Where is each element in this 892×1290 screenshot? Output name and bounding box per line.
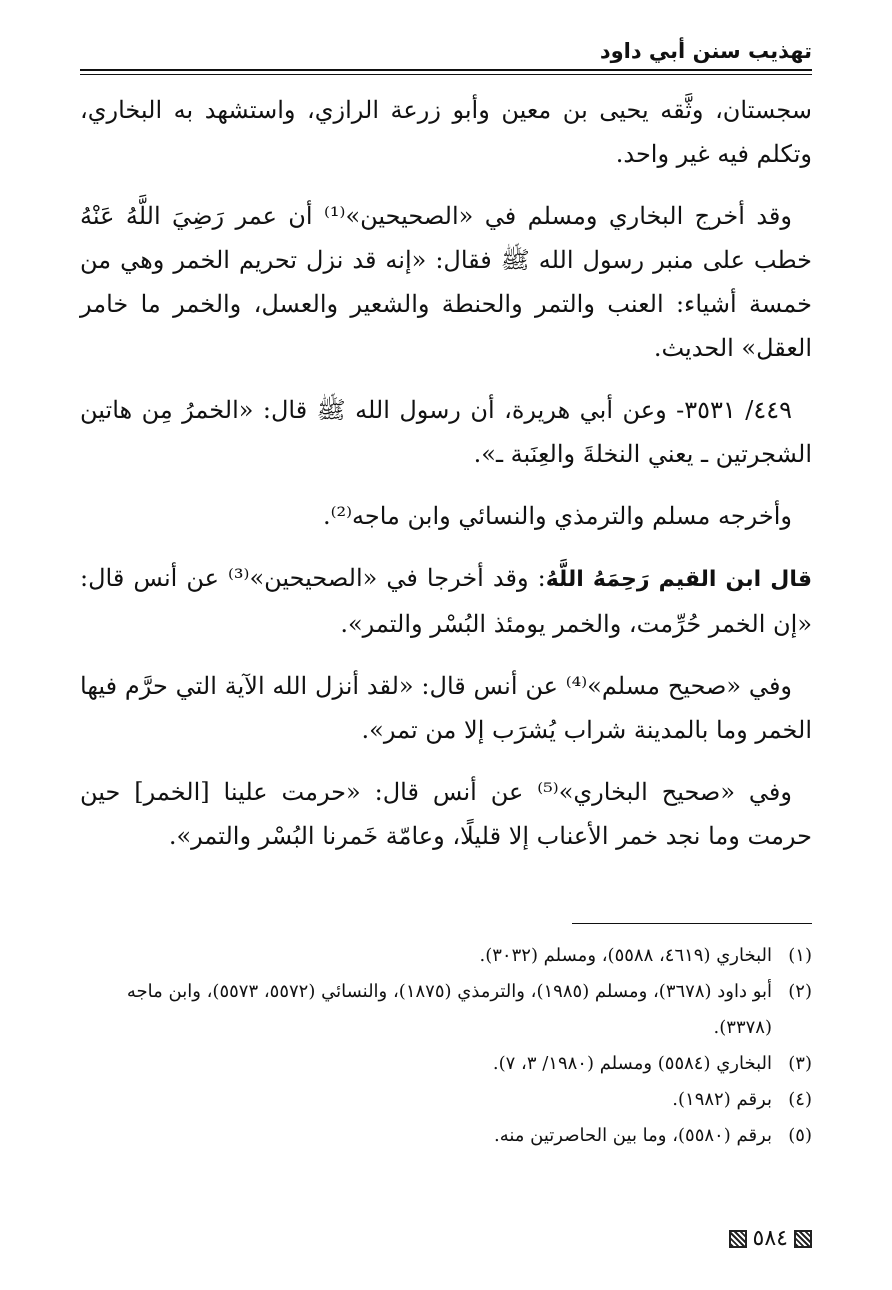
header-rule-thin: [80, 74, 812, 75]
ornament-icon: [729, 1230, 747, 1248]
footnote-rule: [572, 923, 812, 924]
footnote-text: برقم (٥٥٨٠)، وما بين الحاصرتين منه.: [493, 1125, 772, 1146]
paragraph-sahih-muslim: وفي «صحيح مسلم»⁽⁴⁾ عن أنس قال: «لقد أنزل الله الآية التي حرَّم فيها الخمر وما بالمدينة شراب يُشرَب إلا من تمر».: [80, 672, 812, 744]
footnote-number: (٤): [788, 1089, 812, 1110]
footnote-text: البخاري (٤٦١٩، ٥٥٨٨)، ومسلم (٣٠٣٢).: [479, 945, 772, 966]
footnote-2: [80, 974, 812, 1046]
paragraph-sahih-bukhari: وفي «صحيح البخاري»⁽⁵⁾ عن أنس قال: «حرمت علينا [الخمر] حين حرمت وما نجد خمر الأعناب إلا قليلًا، وعامّة خَمرنا البُسْر والتمر».: [80, 778, 812, 850]
hadith-449: ٤٤٩/ ٣٥٣١- وعن أبي هريرة، أن رسول الله ﷺ قال: «الخمرُ مِن هاتين الشجرتين ـ يعني النخلةَ والعِنَبة ـ».: [80, 396, 812, 468]
footnote-text: البخاري (٥٥٨٤) ومسلم (١٩٨٠/ ٣، ٧).: [492, 1053, 772, 1074]
footnote-number: (٣): [788, 1053, 812, 1074]
footnote-number: (٢): [788, 981, 812, 1002]
page-number-block: [729, 1224, 812, 1254]
footnote-5: [80, 1118, 812, 1154]
header-rule: [80, 69, 812, 71]
footnote-text: أبو داود (٣٦٧٨)، ومسلم (١٩٨٥)، والترمذي (١٨٧٥)، والنسائي (٥٥٧٢، ٥٥٧٣)، وابن ماجه (٣٣٧٨).: [126, 981, 772, 1038]
ibn-alqayyim-lead: قال ابن القيم رَحِمَهُ اللَّهُ: [545, 567, 812, 592]
page-number: ٥٨٤: [752, 1226, 788, 1251]
main-text: [80, 88, 812, 858]
footnote-number: (٥): [788, 1125, 812, 1146]
paragraph-2: وقد أخرج البخاري ومسلم في «الصحيحين»⁽¹⁾ أن عمر رَضِيَ اللَّهُ عَنْهُ خطب على منبر رسول الله ﷺ فقال: «إنه قد نزل تحريم الخمر وهي من خمسة أشياء: العنب والتمر والحنطة والشعير والعسل، والخمر ما خامر العقل» الحديث.: [80, 202, 812, 362]
ibn-alqayyim-text: : وقد أخرجا في «الصحيحين»⁽³⁾ عن أنس قال: «إن الخمر حُرِّمت، والخمر يومئذ البُسْر والتمر».: [80, 564, 812, 638]
footnote-text: برقم (١٩٨٢).: [672, 1089, 772, 1110]
paragraph-ibn-alqayyim: [80, 556, 812, 646]
ornament-icon: [794, 1230, 812, 1248]
running-header: تهذيب سنن أبي داود: [599, 39, 812, 63]
footnote-number: (١): [788, 945, 812, 966]
paragraph-1: سجستان، وثَّقه يحيى بن معين وأبو زرعة الرازي، واستشهد به البخاري، وتكلم فيه غير واحد.: [80, 96, 812, 168]
footnote-1: [80, 938, 812, 974]
paragraph-takhrij: وأخرجه مسلم والترمذي والنسائي وابن ماجه⁽²⁾.: [322, 502, 792, 530]
footnote-3: [80, 1046, 812, 1082]
footnotes: [80, 938, 812, 1154]
footnote-4: [80, 1082, 812, 1118]
